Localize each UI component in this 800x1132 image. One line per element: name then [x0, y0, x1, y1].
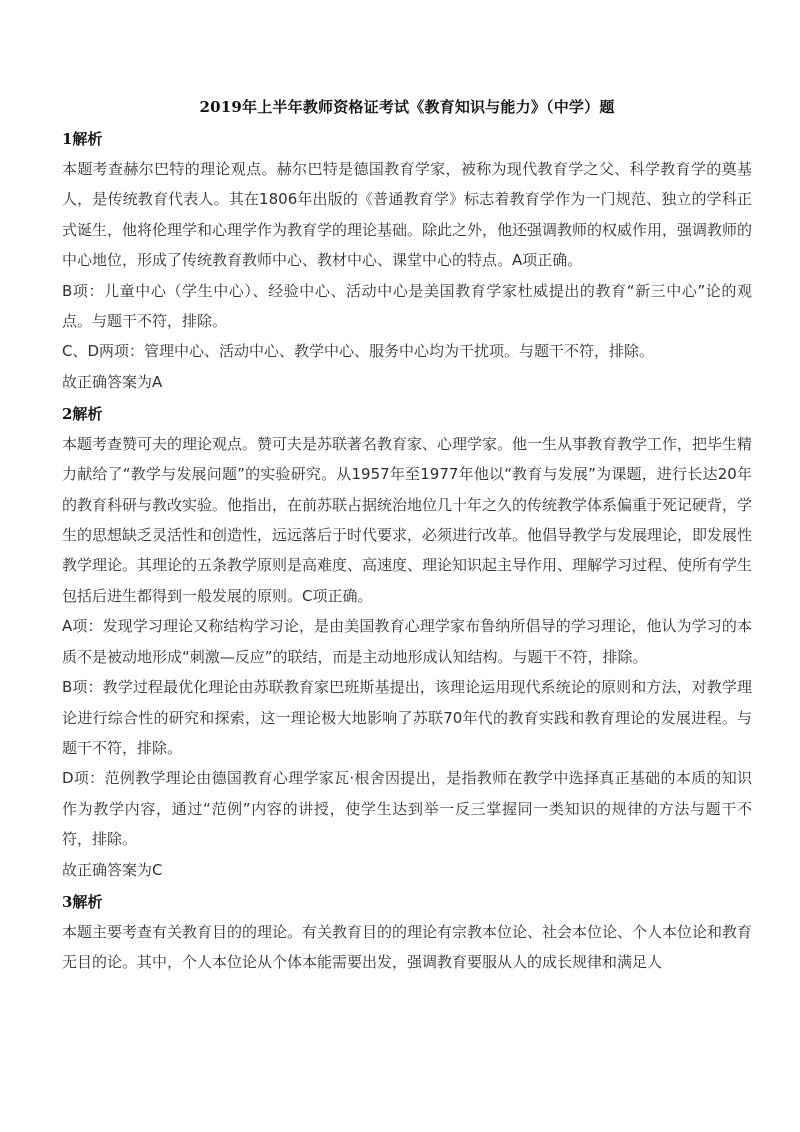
paragraph: A项：发现学习理论又称结构学习论，是由美国教育心理学家布鲁纳所倡导的学习理论，他认为学习的本质不是被动地形成“刺激—反应”的联结，而是主动地形成认知结构。与题干不符，排除。 — [62, 617, 752, 666]
answer-line: 故正确答案为C — [62, 860, 163, 879]
section-3 — [62, 891, 752, 978]
section-heading: 1解析 — [62, 130, 103, 148]
section-1 — [62, 128, 752, 397]
paragraph: 本题主要考查有关教育目的的理论。有关教育目的的理论有宗教本位论、社会本位论、个人本位论和教育无目的论。其中，个人本位论从个体本能需要出发，强调教育要服从人的成长规律和满足人 — [62, 922, 753, 971]
answer-line: 故正确答案为A — [62, 372, 163, 391]
paragraph: D项：范例教学理论由德国教育心理学家瓦·根舍因提出，是指教师在教学中选择真正基础的本质的知识作为教学内容，通过“范例”内容的讲授，使学生达到举一反三掌握同一类知识的规律的方法与题干不符，排除。 — [62, 769, 752, 849]
section-heading: 3解析 — [62, 892, 103, 911]
paragraph: C、D两项：管理中心、活动中心、教学中心、服务中心均为干扰项。与题干不符，排除。 — [62, 342, 655, 361]
document-page — [62, 96, 752, 977]
paragraph: 本题考查赞可夫的理论观点。赞可夫是苏联著名教育家、心理学家。他一生从事教育教学工作，把毕生精力献给了“教学与发展问题”的实验研究。从1957年至1977年他以“教育与发展”为课题，进行长达20年的教育科研与教改实验。他指出，在前苏联占据统治地位几十年之久的传统教学体系偏重于死记硬背，学生的思想缺乏灵活性和创造性，远远落后于时代要求，必须进行改革。他倡导教学与发展理论，即发展性教学理论。其理论的五条教学原则是高难度、高速度、理论知识起主导作用、理解学习过程、使所有学生包括后进生都得到一般发展的原则。C项正确。 — [62, 434, 753, 605]
section-2 — [62, 403, 752, 885]
paragraph: 本题考查赫尔巴特的理论观点。赫尔巴特是德国教育学家，被称为现代教育学之父、科学教育学的奠基人，是传统教育代表人。其在1806年出版的《普通教育学》标志着教育学作为一门规范、独立的学科正式诞生，他将伦理学和心理学作为教育学的理论基础。除此之外，他还强调教师的权威作用，强调教师的中心地位，形成了传统教育教师中心、教材中心、课堂中心的特点。A项正确。 — [62, 160, 753, 270]
paragraph: B项：教学过程最优化理论由苏联教育家巴班斯基提出，该理论运用现代系统论的原则和方法，对教学理论进行综合性的研究和探索，这一理论极大地影响了苏联70年代的教育实践和教育理论的发展进程。与题干不符，排除。 — [62, 678, 752, 757]
document-title: 2019年上半年教师资格证考试《教育知识与能力》（中学）题 — [199, 98, 615, 116]
paragraph: B项：儿童中心（学生中心）、经验中心、活动中心是美国教育学家杜威提出的教育“新三中心”论的观点。与题干不符，排除。 — [62, 281, 752, 331]
section-heading: 2解析 — [62, 404, 103, 423]
